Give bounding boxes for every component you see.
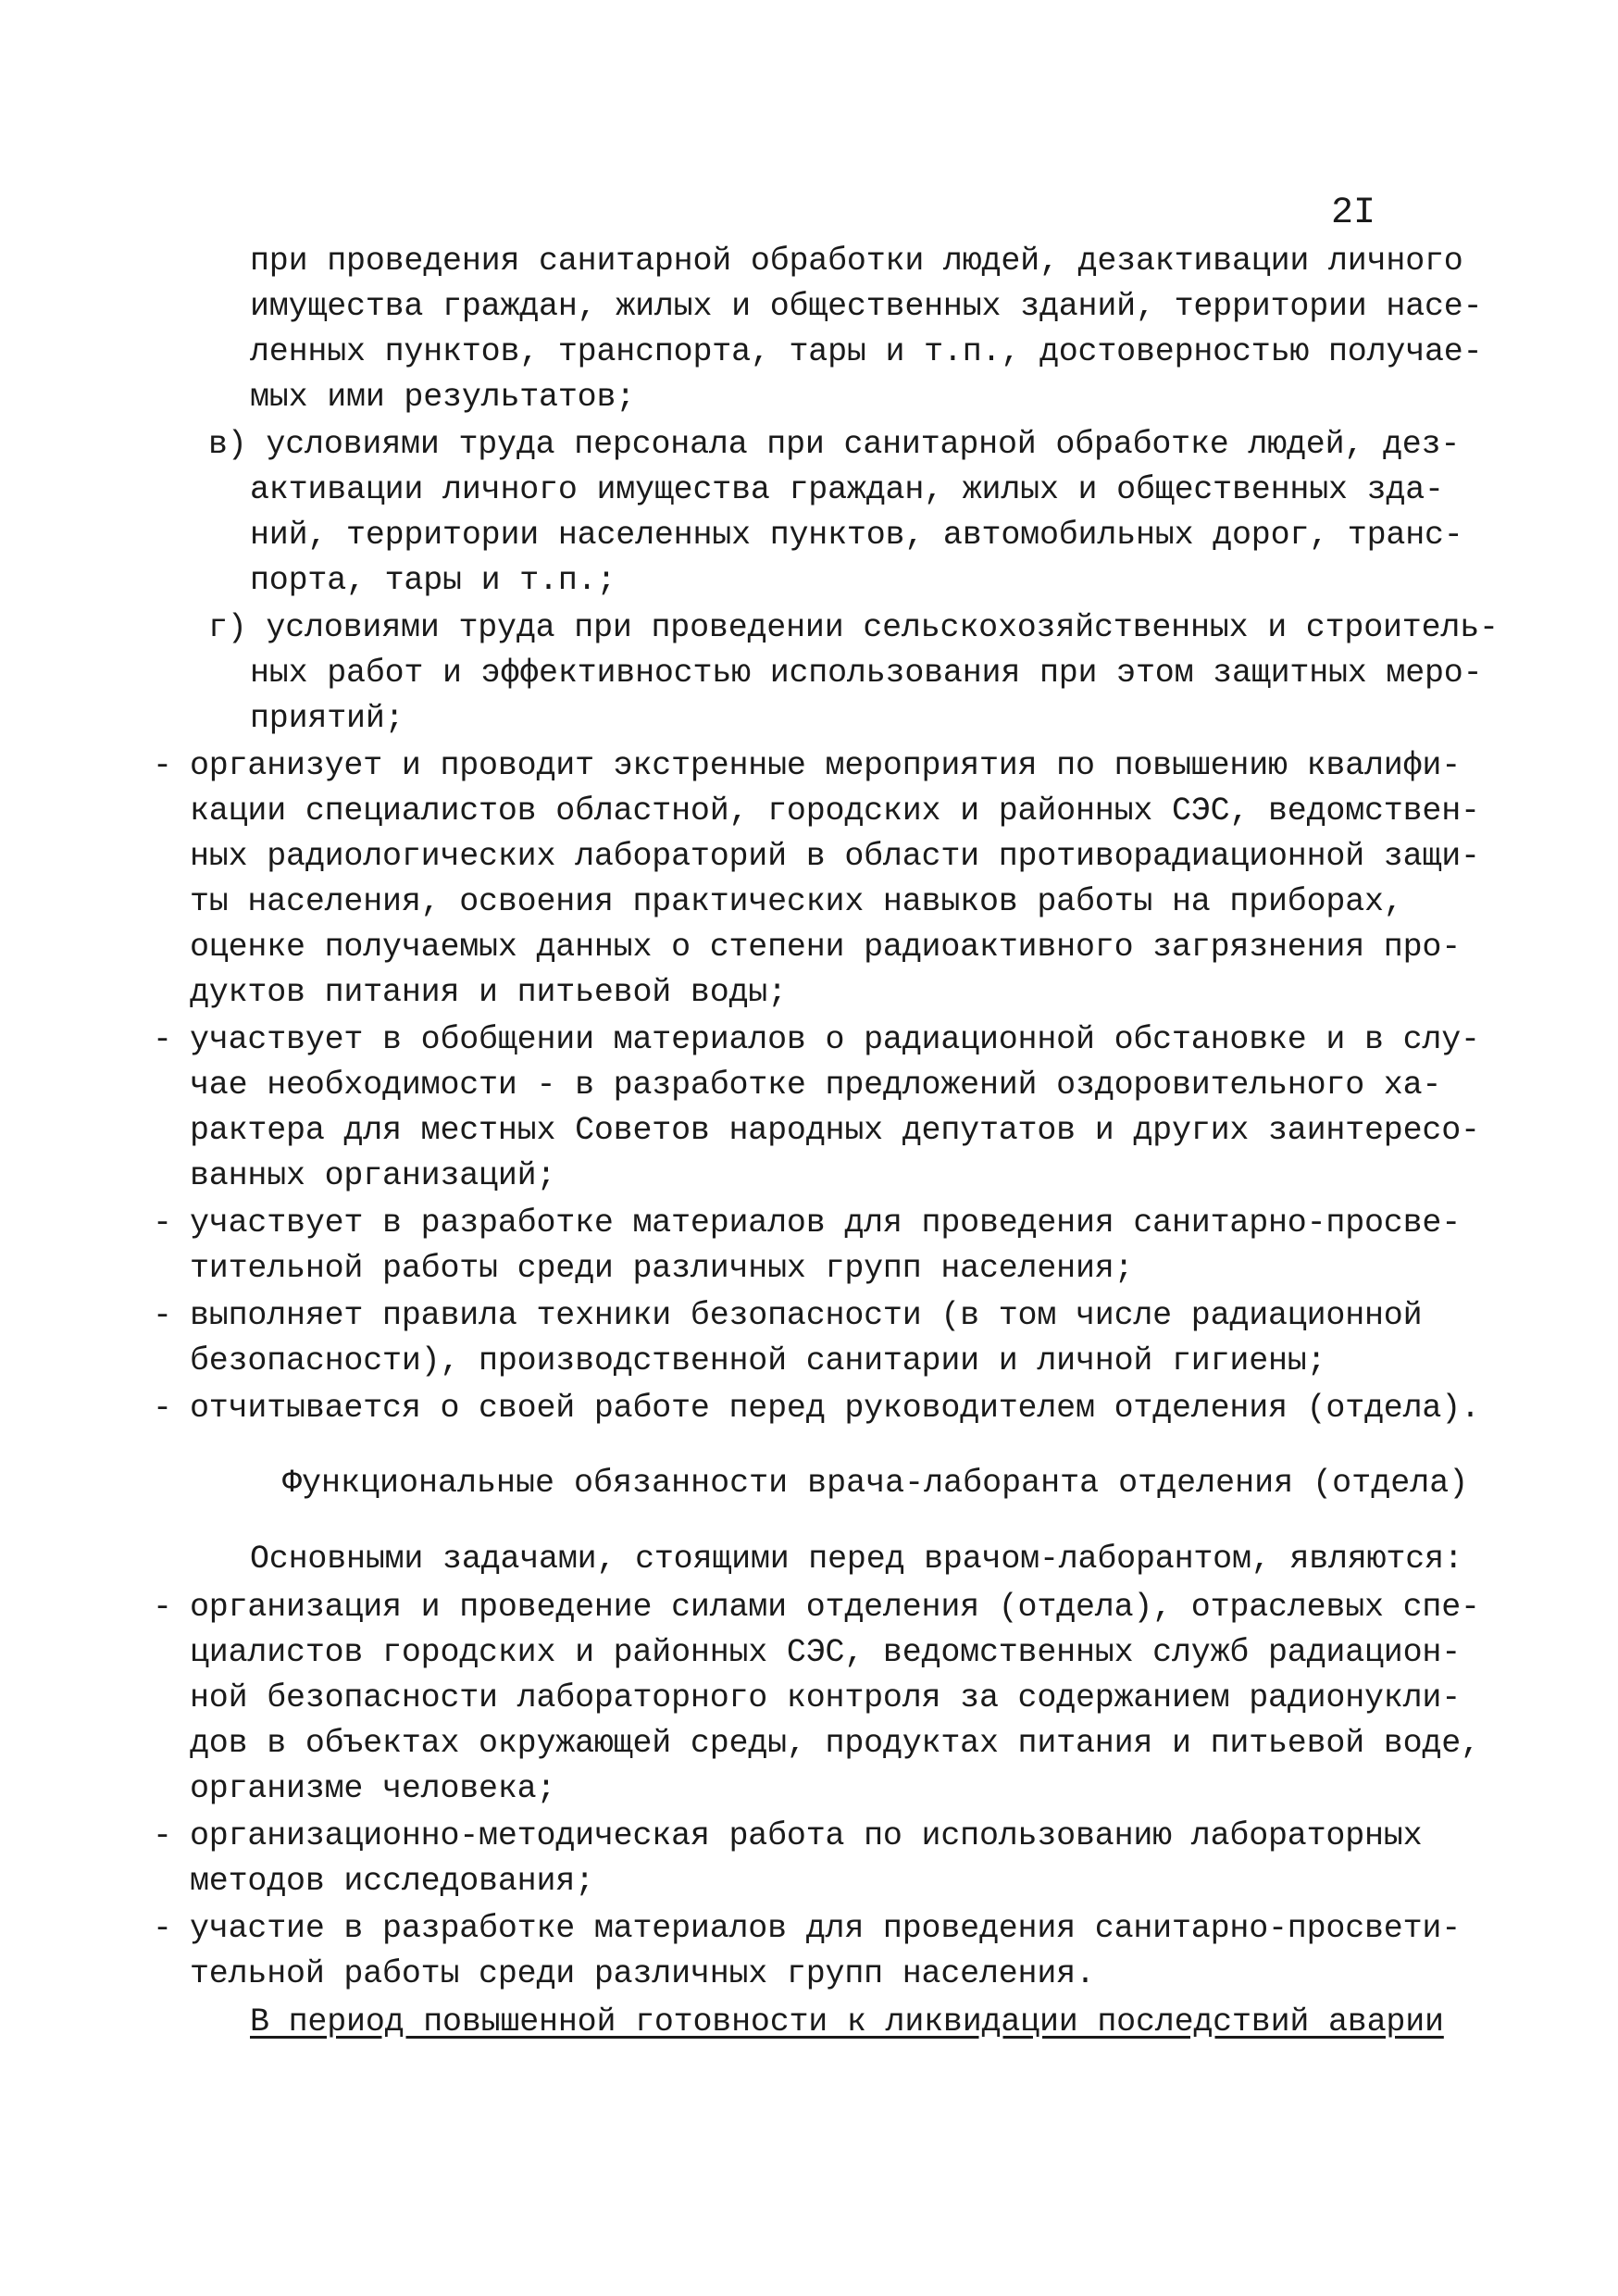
- section-heading: Функциональные обязанности врача-лаборанта отделения (отдела): [282, 1465, 1469, 1502]
- page-number: 2I: [1331, 193, 1376, 234]
- text-line: оценке получаемых данных о степени радиоактивного загрязнения про-: [190, 929, 1462, 966]
- text-line: при проведения санитарной обработки людей, дезактивации личного: [250, 243, 1463, 280]
- text-line: имущества граждан, жилых и общественных зданий, территории насе-: [250, 288, 1483, 325]
- text-line: г) условиями труда при проведении сельскохозяйственных и строитель-: [208, 609, 1499, 646]
- text-line: дуктов питания и питьевой воды;: [190, 974, 787, 1011]
- text-line: ний, территории населенных пунктов, автомобильных дорог, транс-: [250, 517, 1463, 554]
- text-line: ной безопасности лабораторного контроля за содержанием радионукли-: [190, 1679, 1462, 1716]
- text-line: мых ими результатов;: [250, 379, 636, 416]
- text-line: участие в разработке материалов для проведения санитарно-просвети-: [190, 1910, 1462, 1947]
- bullet-dash: -: [153, 1390, 173, 1427]
- text-line: участвует в обобщении материалов о радиационной обстановке и в слу-: [190, 1021, 1480, 1058]
- text-line: приятий;: [250, 700, 404, 737]
- text-line: организует и проводит экстренные мероприятия по повышению квалифи-: [190, 747, 1462, 784]
- text-line: методов исследования;: [190, 1863, 594, 1900]
- text-line: порта, тары и т.п.;: [250, 562, 616, 599]
- text-line: ных радиологических лабораторий в области противорадиационной защи-: [190, 838, 1480, 875]
- text-line: в) условиями труда персонала при санитарной обработке людей, дез-: [208, 426, 1461, 463]
- text-line: выполняет правила техники безопасности (в том числе радиационной: [190, 1297, 1423, 1334]
- bullet-dash: -: [153, 747, 173, 784]
- text-line: организме человека;: [190, 1770, 556, 1807]
- bullet-dash: -: [153, 1910, 173, 1947]
- text-line: кации специалистов областной, городских и районных СЭС, ведомствен-: [190, 792, 1480, 830]
- text-line: участвует в разработке материалов для проведения санитарно-просве-: [190, 1204, 1462, 1242]
- bullet-dash: -: [153, 1589, 173, 1626]
- text-line: рактера для местных Советов народных депутатов и других заинтересо-: [190, 1112, 1480, 1149]
- text-line: тительной работы среди различных групп населения;: [190, 1250, 1134, 1287]
- text-line: чае необходимости - в разработке предложений оздоровительного ха-: [190, 1067, 1442, 1104]
- text-line: безопасности), производственной санитарии и личной гигиены;: [190, 1342, 1326, 1379]
- text-line: организация и проведение силами отделения (отдела), отраслевых спе-: [190, 1589, 1480, 1626]
- bullet-dash: -: [153, 1297, 173, 1334]
- bullet-dash: -: [153, 1204, 173, 1242]
- text-line: тельной работы среди различных групп населения.: [190, 1955, 1095, 1992]
- underlined-subheading: В период повышенной готовности к ликвидации последствий аварии: [250, 2003, 1444, 2040]
- text-line: ванных организаций;: [190, 1157, 556, 1194]
- text-line: циалистов городских и районных СЭС, ведомственных служб радиацион-: [190, 1634, 1462, 1671]
- text-line: ных работ и эффективностью использования при этом защитных меро-: [250, 655, 1483, 692]
- text-line: ты населения, освоения практических навыков работы на приборах,: [190, 883, 1403, 920]
- text-line: организационно-методическая работа по использованию лабораторных: [190, 1817, 1423, 1854]
- intro-paragraph: Основными задачами, стоящими перед врачом-лаборантом, являются:: [250, 1541, 1463, 1578]
- text-line: активации личного имущества граждан, жилых и общественных зда-: [250, 471, 1444, 508]
- text-line: дов в объектах окружающей среды, продуктах питания и питьевой воде,: [190, 1725, 1480, 1762]
- bullet-dash: -: [153, 1021, 173, 1058]
- text-line: отчитывается о своей работе перед руководителем отделения (отдела).: [190, 1390, 1480, 1427]
- bullet-dash: -: [153, 1817, 173, 1854]
- text-line: ленных пунктов, транспорта, тары и т.п., достоверностью получае-: [250, 333, 1483, 370]
